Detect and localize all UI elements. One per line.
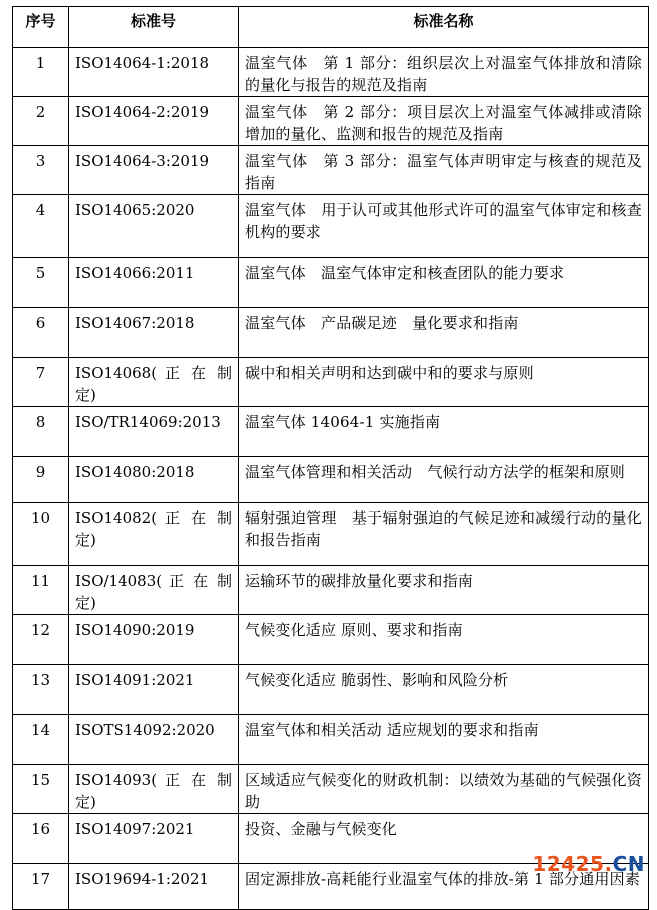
row-code: ISO14090:2019 (69, 615, 239, 665)
table-row (13, 308, 649, 358)
table-row (13, 258, 649, 308)
row-index: 5 (13, 258, 69, 308)
watermark-number: 12425 (532, 852, 605, 876)
row-name: 碳中和相关声明和达到碳中和的要求与原则 (239, 358, 649, 407)
row-name: 气候变化适应 原则、要求和指南 (239, 615, 649, 665)
row-index: 15 (13, 765, 69, 814)
row-code: ISO14068( 正 在 制 定) (69, 358, 239, 407)
row-code: ISOTS14092:2020 (69, 715, 239, 765)
row-code: ISO14064-3:2019 (69, 146, 239, 195)
table-row (13, 146, 649, 195)
row-index: 11 (13, 566, 69, 615)
table-row (13, 665, 649, 715)
row-code: ISO14064-1:2018 (69, 48, 239, 97)
row-name: 温室气体管理和相关活动 气候行动方法学的框架和原则 (239, 457, 649, 503)
site-watermark (532, 852, 645, 876)
row-index: 4 (13, 195, 69, 258)
table-row (13, 503, 649, 566)
row-name: 温室气体 第 2 部分：项目层次上对温室气体减排或清除增加的量化、监测和报告的规范及指南 (239, 97, 649, 146)
row-name: 温室气体 用于认可或其他形式许可的温室气体审定和核查机构的要求 (239, 195, 649, 258)
row-index: 6 (13, 308, 69, 358)
row-code: ISO14065:2020 (69, 195, 239, 258)
watermark-suffix: CN (612, 852, 645, 876)
table-row (13, 195, 649, 258)
header-row (13, 7, 649, 48)
row-code: ISO14067:2018 (69, 308, 239, 358)
row-name: 温室气体 第 1 部分：组织层次上对温室气体排放和清除的量化与报告的规范及指南 (239, 48, 649, 97)
row-index: 8 (13, 407, 69, 457)
table-row (13, 566, 649, 615)
row-index: 14 (13, 715, 69, 765)
row-code: ISO14082( 正 在 制 定) (69, 503, 239, 566)
row-code: ISO14097:2021 (69, 814, 239, 864)
row-name: 温室气体和相关活动 适应规划的要求和指南 (239, 715, 649, 765)
row-index: 7 (13, 358, 69, 407)
row-name: 气候变化适应 脆弱性、影响和风险分析 (239, 665, 649, 715)
row-code: ISO/14083( 正 在 制 定) (69, 566, 239, 615)
table-row (13, 457, 649, 503)
row-index: 16 (13, 814, 69, 864)
row-index: 17 (13, 864, 69, 910)
row-code: ISO14091:2021 (69, 665, 239, 715)
row-name: 辐射强迫管理 基于辐射强迫的气候足迹和减缓行动的量化和报告指南 (239, 503, 649, 566)
table-row (13, 765, 649, 814)
table-row (13, 615, 649, 665)
row-code: ISO19694-1:2021 (69, 864, 239, 910)
row-index: 3 (13, 146, 69, 195)
header-code: 标准号 (69, 7, 239, 48)
table-row (13, 358, 649, 407)
row-index: 2 (13, 97, 69, 146)
table-row (13, 407, 649, 457)
row-code: ISO14064-2:2019 (69, 97, 239, 146)
row-name: 固定源排放-高耗能行业温室气体的排放-第 1 部分通用因素 (239, 864, 649, 910)
row-index: 9 (13, 457, 69, 503)
row-code: ISO14080:2018 (69, 457, 239, 503)
row-index: 1 (13, 48, 69, 97)
row-code: ISO/TR14069:2013 (69, 407, 239, 457)
row-name: 投资、金融与气候变化 (239, 814, 649, 864)
table-row (13, 48, 649, 97)
watermark-dot: . (604, 852, 613, 876)
standards-table (12, 6, 649, 910)
table-row (13, 715, 649, 765)
row-name: 温室气体 产品碳足迹 量化要求和指南 (239, 308, 649, 358)
row-index: 13 (13, 665, 69, 715)
row-name: 区域适应气候变化的财政机制：以绩效为基础的气候强化资助 (239, 765, 649, 814)
table-row (13, 97, 649, 146)
row-name: 温室气体 温室气体审定和核查团队的能力要求 (239, 258, 649, 308)
row-index: 12 (13, 615, 69, 665)
row-name: 温室气体 第 3 部分：温室气体声明审定与核查的规范及指南 (239, 146, 649, 195)
row-name: 运输环节的碳排放量化要求和指南 (239, 566, 649, 615)
row-code: ISO14066:2011 (69, 258, 239, 308)
row-code: ISO14093( 正 在 制 定) (69, 765, 239, 814)
header-name: 标准名称 (239, 7, 649, 48)
row-index: 10 (13, 503, 69, 566)
header-index: 序号 (13, 7, 69, 48)
row-name: 温室气体 14064-1 实施指南 (239, 407, 649, 457)
